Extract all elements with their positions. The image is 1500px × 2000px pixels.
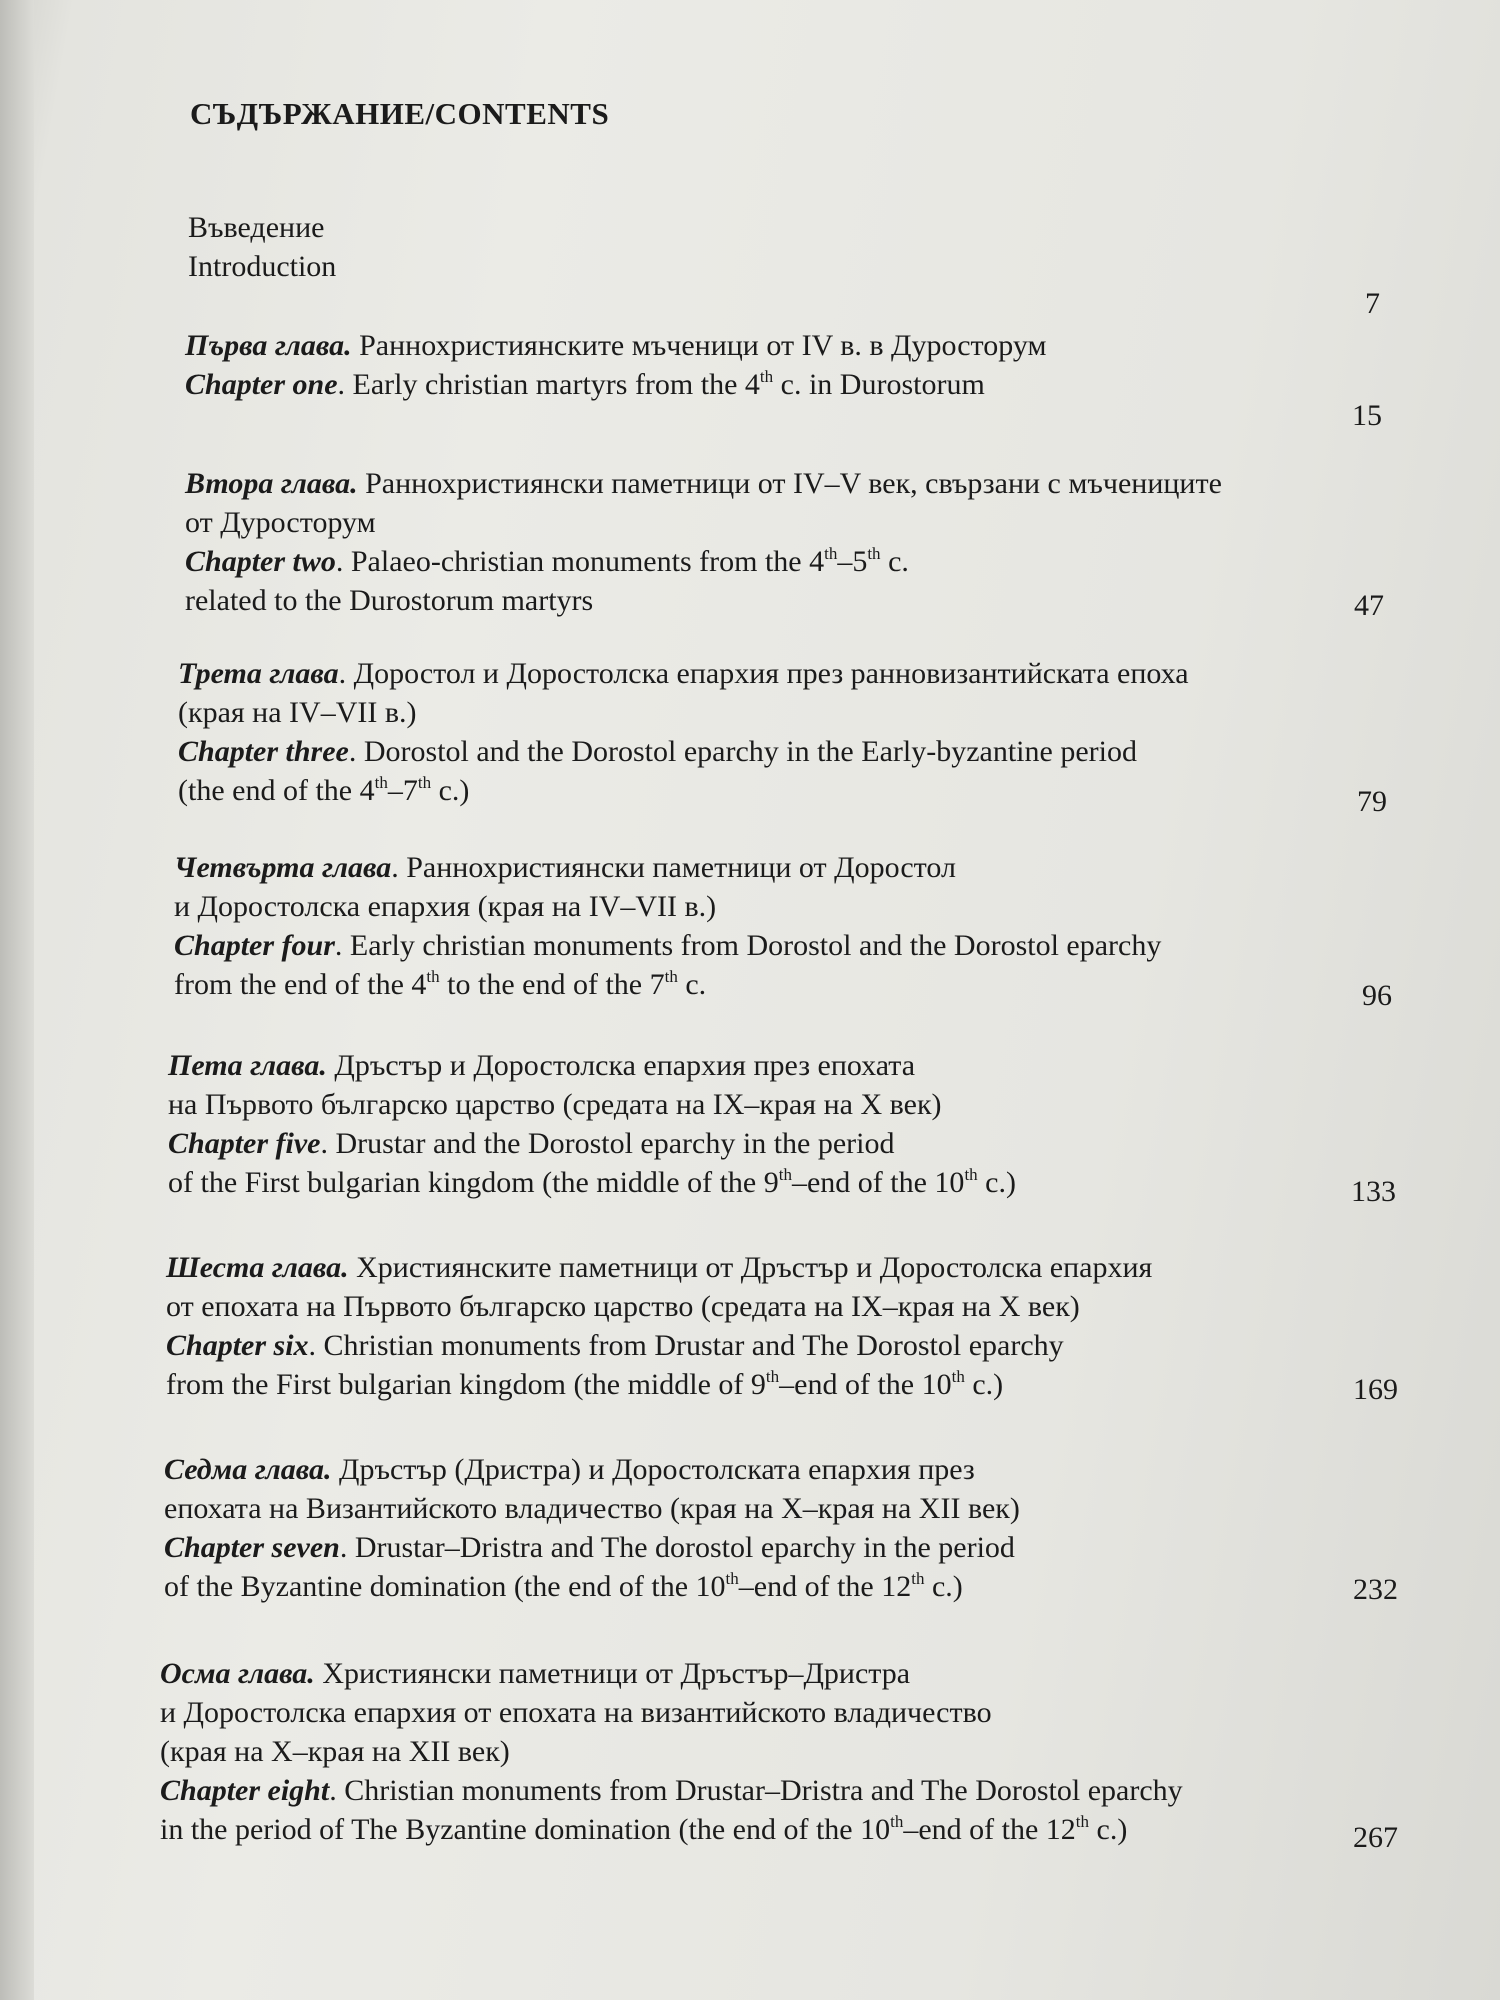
chapter-label: Четвърта глава (174, 851, 392, 884)
english-title-line (164, 1567, 1404, 1606)
chapter-title-text: . Drustar and the Dorostol eparchy in the period (320, 1127, 895, 1160)
english-title-line (168, 1124, 1408, 1163)
toc-entry[interactable] (164, 1450, 1404, 1606)
page-number: 133 (1351, 1175, 1396, 1208)
english-title-line (160, 1810, 1400, 1849)
english-title-line (188, 247, 1428, 286)
chapter-title-text: и Доростолска епархия (края на IV–VII в.) (174, 890, 717, 923)
chapter-title-text: (края на X–края на XII век) (160, 1735, 510, 1768)
bulgarian-title-line (166, 1287, 1406, 1326)
english-title-line (166, 1365, 1406, 1404)
bulgarian-title-line (164, 1489, 1404, 1528)
page-number: 232 (1353, 1573, 1398, 1606)
chapter-title-text: и Доростолска епархия от епохата на византийското владичество (160, 1696, 992, 1729)
page-number: 96 (1362, 979, 1392, 1012)
bulgarian-title-line (185, 503, 1425, 542)
chapter-title-text: Раннохристиянските мъченици от IV в. в Дуросторум (351, 329, 1047, 362)
page-number: 79 (1357, 785, 1387, 818)
bulgarian-title-line (188, 208, 1428, 247)
chapter-title-text: епохата на Византийското владичество (края на X–края на XII век) (164, 1492, 1020, 1525)
chapter-label: Първа глава. (185, 329, 352, 362)
bulgarian-title-line (160, 1654, 1400, 1693)
english-title-line (185, 542, 1425, 581)
toc-entry[interactable] (166, 1248, 1406, 1404)
english-title-line (160, 1771, 1400, 1810)
chapter-title-text: Християнски паметници от Дръстър–Дристра (314, 1657, 911, 1690)
toc-entry[interactable] (188, 208, 1428, 286)
page-number: 15 (1352, 399, 1382, 432)
chapter-label: Шеста глава. (166, 1251, 349, 1284)
chapter-label: Седма глава. (164, 1453, 332, 1486)
chapter-title-text: . Доростол и Доростолска епархия през ранновизантийската епоха (338, 657, 1189, 690)
chapter-title-text: . Dorostol and the Dorostol eparchy in the Early-byzantine period (348, 735, 1137, 768)
bulgarian-title-line (174, 887, 1414, 926)
english-title-line (168, 1163, 1408, 1202)
chapter-title-text: . Early christian martyrs from the 4th c. in Durostorum (337, 367, 985, 401)
chapter-title-text: . Drustar–Dristra and The dorostol eparchy in the period (339, 1531, 1015, 1564)
chapter-label: Трета глава (178, 657, 339, 690)
toc-entry[interactable] (178, 654, 1418, 810)
toc-entry[interactable] (185, 464, 1425, 620)
chapter-title-text: на Първото българско царство (средата на IX–края на X век) (168, 1088, 942, 1121)
chapter-title-text: . Christian monuments from Drustar and The Dorostol eparchy (308, 1329, 1064, 1362)
chapter-label: Chapter six (166, 1329, 309, 1362)
chapter-title-text: of the Byzantine domination (the end of the 10th–end of the 12th c.) (164, 1569, 963, 1603)
toc-entry[interactable] (160, 1654, 1400, 1849)
page-number: 169 (1353, 1373, 1398, 1406)
chapter-label: Втора глава. (185, 467, 358, 500)
chapter-label: Chapter seven (164, 1531, 340, 1564)
page-edge-shadow (0, 0, 34, 2000)
bulgarian-title-line (164, 1450, 1404, 1489)
chapter-title-text: in the period of The Byzantine domination (the end of the 10th–end of the 12th c.) (160, 1812, 1128, 1846)
chapter-title-text: (края на IV–VII в.) (178, 696, 417, 729)
chapter-title-text: . Раннохристиянски паметници от Доростол (391, 851, 956, 884)
chapter-title-text: Въведение (188, 211, 325, 244)
chapter-title-text: Introduction (188, 250, 337, 283)
chapter-label: Пета глава. (168, 1049, 327, 1082)
bulgarian-title-line (166, 1248, 1406, 1287)
chapter-title-text: . Palaeo-christian monuments from the 4th–5th c. (335, 544, 909, 578)
chapter-title-text: Раннохристиянски паметници от IV–V век, свързани с мъчениците (357, 467, 1222, 500)
chapter-label: Chapter eight (160, 1774, 330, 1807)
bulgarian-title-line (178, 693, 1418, 732)
english-title-line (178, 771, 1418, 810)
chapter-title-text: Дръстър (Дристра) и Доростолската епархия през (331, 1453, 975, 1486)
chapter-title-text: от епохата на Първото българско царство (средата на IX–края на X век) (166, 1290, 1080, 1323)
english-title-line (166, 1326, 1406, 1365)
toc-entry[interactable] (185, 326, 1425, 404)
bulgarian-title-line (174, 848, 1414, 887)
chapter-title-text: Дръстър и Доростолска епархия през епохата (326, 1049, 916, 1082)
chapter-label: Chapter one (185, 368, 338, 401)
bulgarian-title-line (168, 1046, 1408, 1085)
chapter-title-text: . Early christian monuments from Dorostol and the Dorostol eparchy (334, 929, 1162, 962)
chapter-label: Chapter two (185, 545, 336, 578)
chapter-label: Chapter five (168, 1127, 321, 1160)
chapter-title-text: от Дуросторум (185, 506, 376, 539)
toc-entry[interactable] (174, 848, 1414, 1004)
page-number: 47 (1354, 589, 1384, 622)
chapter-label: Chapter three (178, 735, 349, 768)
bulgarian-title-line (178, 654, 1418, 693)
english-title-line (174, 926, 1414, 965)
bulgarian-title-line (168, 1085, 1408, 1124)
english-title-line (174, 965, 1414, 1004)
chapter-label: Осма глава. (160, 1657, 315, 1690)
chapter-title-text: from the First bulgarian kingdom (the middle of 9th–end of the 10th c.) (166, 1367, 1004, 1401)
chapter-title-text: . Christian monuments from Drustar–Dristra and The Dorostol eparchy (329, 1774, 1183, 1807)
page-number: 267 (1353, 1821, 1398, 1854)
page-number: 7 (1365, 287, 1380, 320)
bulgarian-title-line (185, 464, 1425, 503)
bulgarian-title-line (160, 1693, 1400, 1732)
chapter-title-text: Християнските паметници от Дръстър и Доростолска епархия (348, 1251, 1153, 1284)
chapter-title-text: from the end of the 4th to the end of the 7th c. (174, 967, 707, 1001)
english-title-line (164, 1528, 1404, 1567)
bulgarian-title-line (185, 326, 1425, 365)
chapter-title-text: related to the Durostorum martyrs (185, 584, 594, 617)
english-title-line (178, 732, 1418, 771)
english-title-line (185, 581, 1425, 620)
chapter-label: Chapter four (174, 929, 335, 962)
chapter-title-text: of the First bulgarian kingdom (the middle of the 9th–end of the 10th c.) (168, 1165, 1016, 1199)
chapter-title-text: (the end of the 4th–7th c.) (178, 773, 470, 807)
toc-entry[interactable] (168, 1046, 1408, 1202)
page-title: СЪДЪРЖАНИЕ/CONTENTS (190, 96, 610, 131)
bulgarian-title-line (160, 1732, 1400, 1771)
english-title-line (185, 365, 1425, 404)
